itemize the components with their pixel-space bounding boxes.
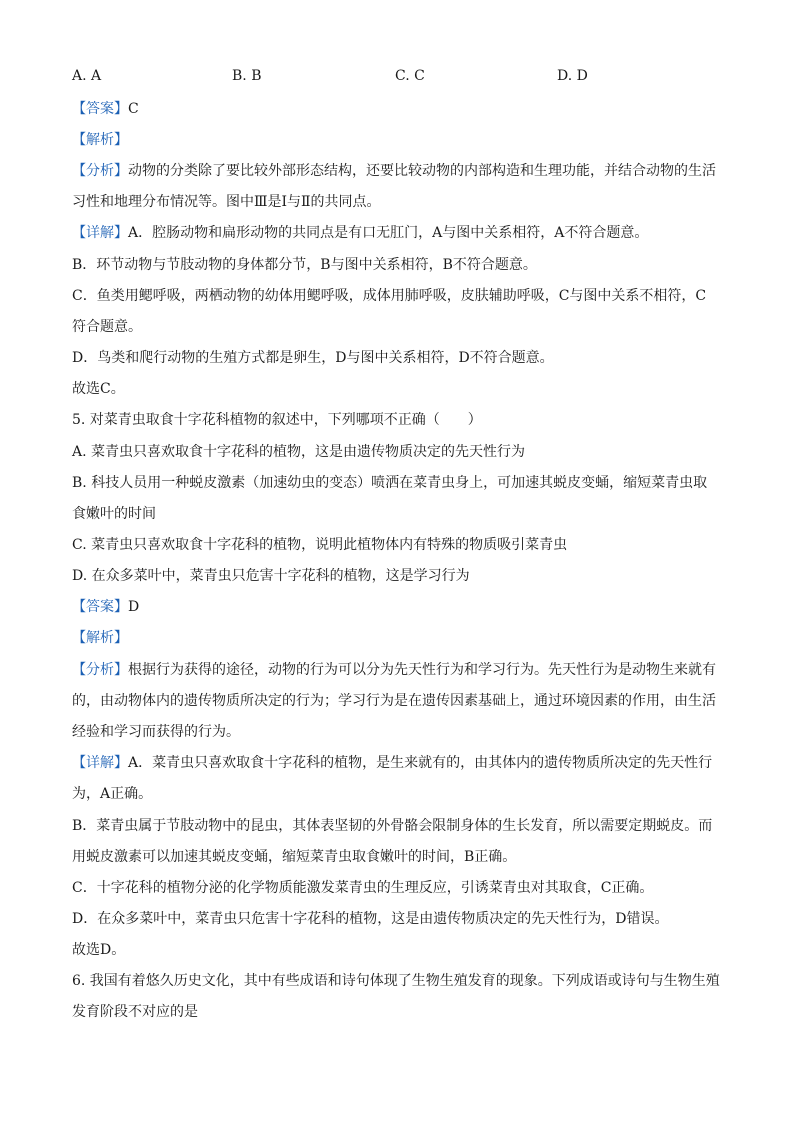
option-c: C. C [395,68,425,84]
q4-jiexi-heading: 【解析】 [72,132,128,148]
q6-stem-line2: 发育阶段不对应的是 [72,1004,198,1020]
q4-fenxi-line1 [72,162,716,180]
q5-line-d: D．在众多菜叶中，菜青虫只危害十字花科的植物，这是由遗传物质决定的先天性行为，D错误。 [72,911,669,927]
xiangjie-tag: 【详解】 [72,225,128,241]
q5-fenxi-line3: 经验和学习而获得的行为。 [72,724,240,740]
q4-conclusion: 故选C。 [72,381,125,397]
q5-option-c: C. 菜青虫只喜欢取食十字花科的植物，说明此植物体内有特殊的物质吸引菜青虫 [72,537,568,553]
q4-line-c1: C．鱼类用鳃呼吸，两栖动物的幼体用鳃呼吸，成体用肺呼吸，皮肤辅助呼吸，C与图中关系不相符，C [72,288,707,304]
fenxi-text: 动物的分类除了要比较外部形态结构，还要比较动物的内部构造和生理功能，并结合动物的生活 [128,163,716,179]
q5-option-a: A. 菜青虫只喜欢取食十字花科的植物，这是由遗传物质决定的先天性行为 [72,444,526,460]
q5-line-b1: B．菜青虫属于节肢动物中的昆虫，其体表坚韧的外骨骼会限制身体的生长发育，所以需要定期蜕皮。而 [72,818,713,834]
xiangjie-text: A．腔肠动物和扁形动物的共同点是有口无肛门，A与图中关系相符，A不符合题意。 [128,225,649,241]
q5-xiangjie-a2: 为，A正确。 [72,786,153,802]
answer-tag: 【答案】 [72,101,128,117]
answer-tag: 【答案】 [72,599,128,615]
answer-value: D [128,599,140,615]
answer-value: C [128,101,139,117]
q5-stem: 5. 对菜青虫取食十字花科植物的叙述中，下列哪项不正确（ ） [72,412,482,428]
q5-line-c: C．十字花科的植物分泌的化学物质能激发菜青虫的生理反应，引诱菜青虫对其取食，C正确。 [72,880,654,896]
q5-option-b-line2: 食嫩叶的时间 [72,506,156,522]
xiangjie-tag: 【详解】 [72,755,128,771]
q5-answer [72,598,139,616]
option-b: B. B [232,68,262,84]
q4-line-b: B．环节动物与节肢动物的身体都分节，B与图中关系相符，B不符合题意。 [72,257,537,273]
q4-answer [72,100,139,118]
q5-conclusion: 故选D。 [72,942,126,958]
q5-xiangjie-a1 [72,754,712,772]
q5-jiexi-heading: 【解析】 [72,630,128,646]
q6-stem-line1: 6. 我国有着悠久历史文化，其中有些成语和诗句体现了生物生殖发育的现象。下列成语或诗句与生物生殖 [72,973,720,989]
q5-line-b2: 用蜕皮激素可以加速其蜕皮变蛹，缩短菜青虫取食嫩叶的时间，B正确。 [72,849,517,865]
q5-fenxi-line1 [72,661,716,679]
fenxi-tag: 【分析】 [72,163,128,179]
q4-xiangjie-a [72,224,648,242]
q5-option-d: D. 在众多菜叶中，菜青虫只危害十字花科的植物，这是学习行为 [72,568,470,584]
fenxi-tag: 【分析】 [72,662,128,678]
xiangjie-text: A．菜青虫只喜欢取食十字花科的植物，是生来就有的，由其体内的遗传物质所决定的先天性行 [128,755,713,771]
q4-line-c2: 符合题意。 [72,319,142,335]
q4-line-d: D．鸟类和爬行动物的生殖方式都是卵生，D与图中关系相符，D不符合题意。 [72,350,554,366]
q5-fenxi-line2: 的，由动物体内的遗传物质所决定的行为；学习行为是在遗传因素基础上，通过环境因素的作用，由生活 [72,693,716,709]
option-a: A. A [72,68,102,84]
option-d: D. D [557,68,588,84]
q5-option-b-line1: B. 科技人员用一种蜕皮激素（加速幼虫的变态）喷洒在菜青虫身上，可加速其蜕皮变蛹，缩短菜青虫取 [72,475,708,491]
fenxi-text: 根据行为获得的途径，动物的行为可以分为先天性行为和学习行为。先天性行为是动物生来就有 [128,662,716,678]
q4-fenxi-line2: 习性和地理分布情况等。图中Ⅲ是Ⅰ与Ⅱ的共同点。 [72,194,381,210]
